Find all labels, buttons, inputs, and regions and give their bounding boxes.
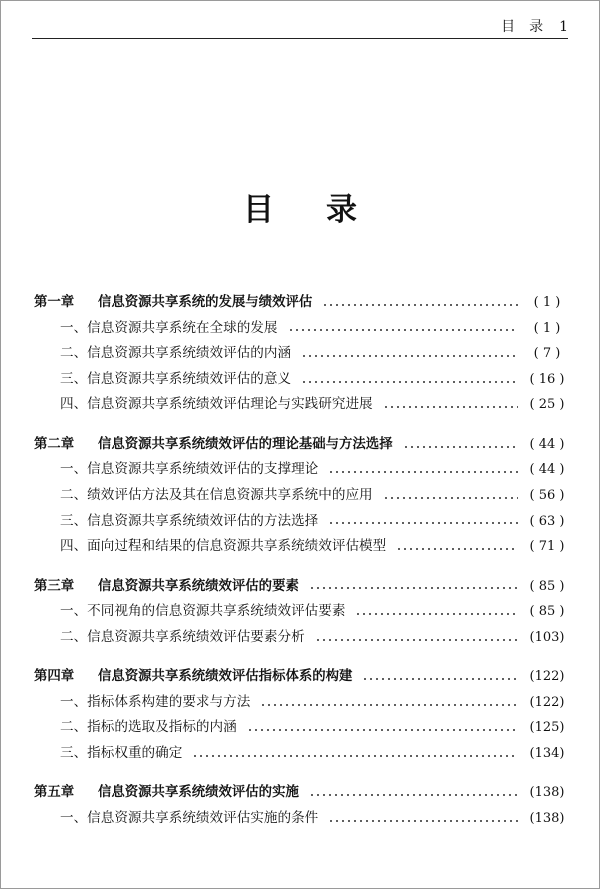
chapter-title: 信息资源共享系统的发展与绩效评估 — [98, 295, 313, 310]
page-number: ( 85 ) — [529, 604, 565, 620]
chapter-title: 信息资源共享系统绩效评估的理论基础与方法选择 — [98, 436, 393, 452]
dot-leader — [247, 728, 518, 732]
page-number: (138) — [529, 785, 565, 801]
page-number: ( 56 ) — [529, 487, 565, 503]
dot-leader — [328, 819, 518, 823]
page-number: ( 44 ) — [529, 436, 565, 452]
page-number: (134) — [529, 745, 565, 761]
dot-leader — [383, 496, 518, 500]
toc-section-entry[interactable] — [34, 509, 570, 535]
dot-leader — [355, 612, 518, 616]
running-head-page-number: 1 — [559, 19, 568, 35]
toc-chapter-entry[interactable] — [34, 664, 570, 690]
section-title: 一、不同视角的信息资源共享系统绩效评估要素 — [60, 603, 346, 620]
page-number: ( 25 ) — [529, 397, 565, 413]
toc-chapter-entry[interactable] — [34, 432, 570, 458]
chapter-number: 第一章 — [34, 295, 75, 310]
dot-leader — [192, 754, 518, 758]
toc-section-entry[interactable] — [34, 625, 570, 651]
section-title: 二、信息资源共享系统绩效评估的内涵 — [60, 345, 292, 362]
section-title: 二、绩效评估方法及其在信息资源共享系统中的应用 — [60, 486, 373, 503]
page-number: (122) — [529, 669, 565, 685]
toc-section-entry[interactable] — [34, 392, 570, 418]
toc-title-char-2: 录 — [326, 192, 357, 228]
section-title: 二、指标的选取及指标的内涵 — [60, 719, 237, 736]
dot-leader — [288, 328, 519, 332]
page-number: ( 63 ) — [529, 513, 565, 529]
section-title: 四、信息资源共享系统绩效评估理论与实践研究进展 — [60, 396, 373, 413]
section-title: 一、信息资源共享系统绩效评估的支撑理论 — [60, 461, 319, 478]
section-title: 三、信息资源共享系统绩效评估的方法选择 — [60, 512, 319, 529]
dot-leader — [309, 586, 518, 590]
page-number: ( 85 ) — [529, 578, 565, 594]
page-number: ( 7 ) — [533, 346, 561, 362]
page-number: ( 16 ) — [529, 371, 565, 387]
toc-chapter-entry[interactable] — [34, 574, 570, 600]
chapter-gap — [34, 418, 570, 432]
page-number: ( 71 ) — [529, 539, 565, 555]
running-head — [32, 16, 568, 39]
page-number: (138) — [529, 810, 565, 826]
toc-title — [0, 184, 600, 229]
dot-leader — [315, 638, 518, 642]
toc-section-entry[interactable] — [34, 599, 570, 625]
section-title: 三、指标权重的确定 — [60, 744, 183, 761]
dot-leader — [328, 470, 518, 474]
dot-leader — [362, 677, 518, 681]
toc-chapter-entry[interactable] — [34, 780, 570, 806]
toc-section-entry[interactable] — [34, 316, 570, 342]
toc-section-entry[interactable] — [34, 341, 570, 367]
toc-section-entry[interactable] — [34, 534, 570, 560]
page-number: ( 1 ) — [533, 295, 561, 310]
toc-section-entry[interactable] — [34, 806, 570, 832]
section-title: 四、面向过程和结果的信息资源共享系统绩效评估模型 — [60, 538, 387, 555]
dot-leader — [403, 445, 518, 449]
section-title: 一、指标体系构建的要求与方法 — [60, 693, 251, 710]
page-number: ( 44 ) — [529, 462, 565, 478]
dot-leader — [260, 703, 518, 707]
dot-leader — [328, 521, 518, 525]
toc-chapter-entry[interactable] — [34, 290, 570, 316]
toc-section-entry[interactable] — [34, 457, 570, 483]
dot-leader — [322, 303, 518, 307]
dot-leader — [383, 405, 518, 409]
chapter-title: 信息资源共享系统绩效评估的实施 — [98, 785, 299, 801]
section-title: 一、信息资源共享系统绩效评估实施的条件 — [60, 809, 319, 826]
toc-section-entry[interactable] — [34, 367, 570, 393]
table-of-contents — [34, 290, 570, 831]
page-number: ( 1 ) — [533, 320, 561, 336]
section-title: 三、信息资源共享系统绩效评估的意义 — [60, 370, 292, 387]
section-title: 二、信息资源共享系统绩效评估要素分析 — [60, 628, 305, 645]
chapter-number: 第二章 — [34, 436, 75, 452]
toc-section-entry[interactable] — [34, 715, 570, 741]
page-number: (125) — [529, 720, 565, 736]
page-number: (103) — [529, 629, 565, 645]
toc-title-char-1: 目 — [243, 192, 274, 228]
section-title: 一、信息资源共享系统在全球的发展 — [60, 319, 278, 336]
dot-leader — [309, 793, 518, 797]
toc-section-entry[interactable] — [34, 483, 570, 509]
running-head-title: 目录 — [501, 19, 558, 35]
chapter-title: 信息资源共享系统绩效评估指标体系的构建 — [98, 669, 353, 685]
chapter-number: 第三章 — [34, 578, 75, 594]
chapter-gap — [34, 560, 570, 574]
chapter-gap — [34, 766, 570, 780]
chapter-number: 第四章 — [34, 669, 75, 685]
page-number: (122) — [529, 694, 565, 710]
toc-section-entry[interactable] — [34, 741, 570, 767]
dot-leader — [301, 380, 518, 384]
dot-leader — [301, 354, 518, 358]
chapter-number: 第五章 — [34, 785, 75, 801]
toc-section-entry[interactable] — [34, 690, 570, 716]
chapter-gap — [34, 650, 570, 664]
dot-leader — [396, 547, 518, 551]
chapter-title: 信息资源共享系统绩效评估的要素 — [98, 578, 299, 594]
